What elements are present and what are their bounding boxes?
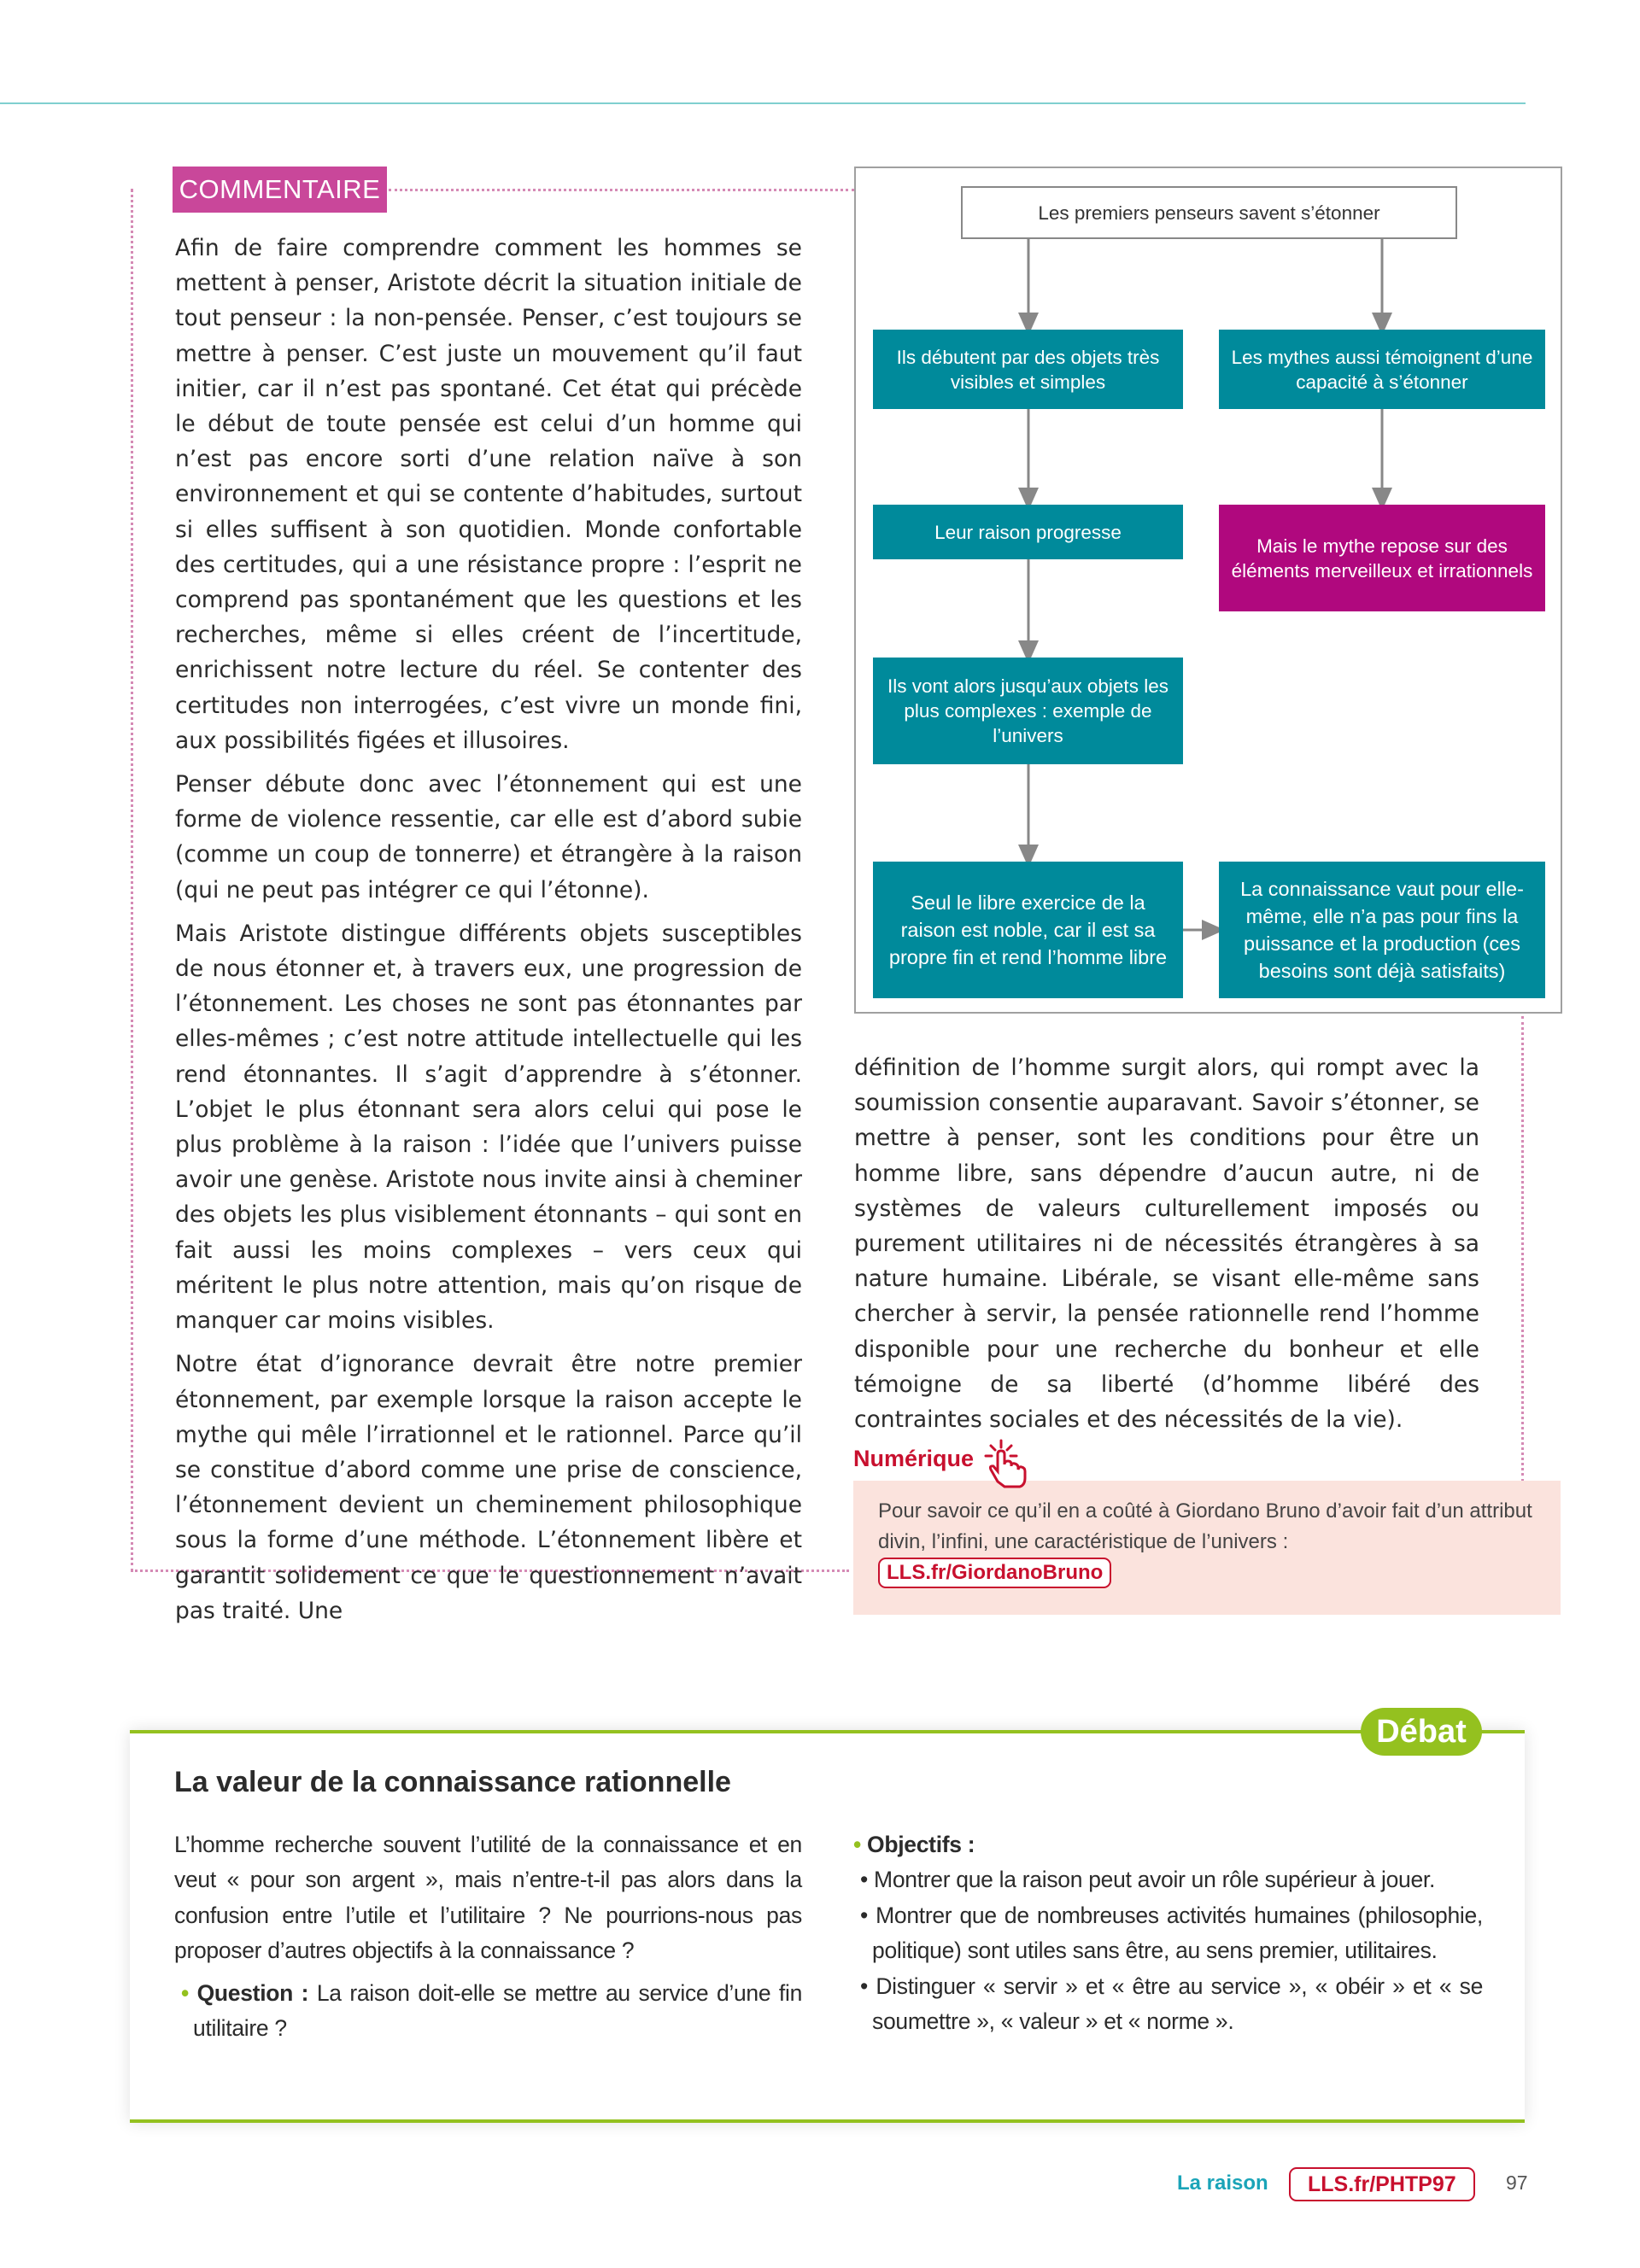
debat-intro: L’homme recherche souvent l’utilité de la connaissance et en veut « pour son argent », mais n’entre-t-il pas alors dans la confusion entre l’utile et l’utilitaire ? Ne pourrions-nous pas proposer d’autres objectifs à la connaissance ?	[174, 1832, 802, 1964]
bullet-icon: •	[181, 1979, 197, 2006]
bullet-icon: •	[853, 1832, 868, 1857]
diagram-node-left-4: Seul le libre exercice de la raison est noble, car il est sa propre fin et rend l’homme libre	[873, 862, 1183, 998]
debat-right-column	[853, 1827, 1483, 2039]
objectif-item: • Montrer que de nombreuses activités humaines (philosophie, politique) sont utiles sans être, au sens premier, utilitaires.	[860, 1902, 1483, 1964]
diagram-node-right-2: Mais le mythe repose sur des éléments merveilleux et irrationnels	[1219, 505, 1545, 611]
objectif-text: Montrer que de nombreuses activités humaines (philosophie, politique) sont utiles sans être, au sens premier, utilitaires.	[872, 1902, 1483, 1964]
debat-question	[174, 1976, 802, 2047]
objectifs-heading	[853, 1827, 1483, 1862]
diagram-node-right-1: Les mythes aussi témoignent d’une capacité à s’étonner	[1219, 330, 1545, 409]
diagram-root-node: Les premiers penseurs savent s’étonner	[961, 186, 1457, 239]
header-rule	[0, 102, 1526, 104]
debat-badge: Débat	[1361, 1708, 1482, 1756]
diagram-node-left-2: Leur raison progresse	[873, 505, 1183, 559]
debat-left-column	[174, 1827, 802, 2046]
objectif-item: • Montrer que la raison peut avoir un rôle supérieur à jouer.	[860, 1867, 1436, 1893]
footer-section-title: La raison	[1177, 2172, 1268, 2195]
diagram-node-right-3: La connaissance vaut pour elle-même, elle n’a pas pour fins la puissance et la production (ces besoins sont déjà satisfaits)	[1219, 862, 1545, 998]
numerique-label: Numérique	[853, 1446, 975, 1471]
objectif-text: Montrer que la raison peut avoir un rôle supérieur à jouer.	[874, 1867, 1436, 1893]
objectif-text: Distinguer « servir » et « être au service », « obéir » et « se soumettre », « valeur » et « norme ».	[872, 1973, 1484, 2035]
debat-title: La valeur de la connaissance rationnelle	[174, 1766, 731, 1798]
objectif-item: • Distinguer « servir » et « être au service », « obéir » et « se soumettre », « valeur » et « norme ».	[860, 1973, 1484, 2035]
paragraph: Notre état d’ignorance devrait être notre premier étonnement, par exemple lorsque la raison accepte le mythe qui mêle l’irrationnel et le rationnel. Parce qu’il se constitue d’abord comme une prise de conscience, l’étonnement devient un cheminement philosophique sous la forme d’une méthode. L’étonnement libère et garantit solidement ce que le questionnement n’avait pas traité. Une	[175, 1351, 802, 1624]
giordano-bruno-link[interactable]: LLS.fr/GiordanoBruno	[878, 1558, 1111, 1588]
footer-link[interactable]: LLS.fr/PHTP97	[1289, 2167, 1475, 2201]
numerique-description: Pour savoir ce qu’il en a coûté à Giordano Bruno d’avoir fait d’un attribut divin, l’infini, une caractéristique de l’univers :	[878, 1499, 1532, 1553]
paragraph: Mais Aristote distingue différents objets susceptibles de nous étonner et, à travers eux, une progression de l’étonnement. Les choses ne sont pas étonnantes par elles-mêmes ; c’est notre attitude intellectuelle qui les rend étonnantes. Il s’agit d’apprendre à s’étonner. L’objet le plus étonnant sera alors celui qui pose le plus problème à la raison : l’idée que l’univers puisse avoir une genèse. Aristote nous invite ainsi à cheminer des objets les plus visiblement étonnants – qui sont en fait aussi les moins complexes – vers ceux qui méritent le plus notre attention, mais qu’on risque de manquer car moins visibles.	[175, 920, 802, 1335]
commentaire-left-column	[175, 231, 802, 1637]
concept-diagram	[854, 167, 1562, 1014]
paragraph: Penser débute donc avec l’étonnement qui est une forme de violence ressentie, car elle est d’abord subie (comme un coup de tonnerre) et étrangère à la raison (qui ne peut pas intégrer ce qui l’étonne).	[175, 771, 802, 903]
pointing-hand-click-icon	[982, 1439, 1034, 1492]
commentaire-label: COMMENTAIRE	[173, 167, 387, 213]
commentaire-frame-right	[1521, 1016, 1524, 1482]
paragraph: Afin de faire comprendre comment les hommes se mettent à penser, Aristote décrit la situation initiale de tout penseur : la non-pensée. Penser, c’est toujours se mettre à penser. C’est juste un mouvement qu’il faut initier, car il n’est pas spontané. Cet état qui précède le début de toute pensée est celui d’un homme qui n’est pas encore sorti d’une relation naïve à son environnement et qui se contente d’habitudes, surtout si elles suffisent à son quotidien. Monde confortable des certitudes, qui a une résistance propre : l’esprit ne comprend pas spontanément que les questions et les recherches, même si elles créent de l’incertitude, enrichissent notre lecture du réel. Se contenter des certitudes non interrogées, c’est vivre un monde fini, aux possibilités figées et illusoires.	[175, 235, 802, 754]
question-label: Question :	[196, 1979, 309, 2006]
paragraph: définition de l’homme surgit alors, qui rompt avec la soumission consentie auparavant. Savoir s’étonner, se mettre à penser, sont les conditions pour être un homme libre, sans dépendre d’aucun autre, ni de systèmes de valeurs culturellement imposés ou purement utilitaires ni de nécessités étrangères à sa nature humaine. Libérale, se visant elle-même sans chercher à servir, la pensée rationnelle rend l’homme disponible pour une recherche du bonheur et elle témoigne de sa liberté (d’homme libéré des contraintes sociales et des nécessités de la vie).	[854, 1055, 1479, 1434]
numerique-text	[878, 1496, 1544, 1588]
diagram-node-left-1: Ils débutent par des objets très visibles et simples	[873, 330, 1183, 409]
question-text: La raison doit-elle se mettre au service d’une fin utilitaire ?	[193, 1979, 803, 2042]
diagram-node-left-3: Ils vont alors jusqu’aux objets les plus complexes : exemple de l’univers	[873, 658, 1183, 764]
objectifs-label: Objectifs :	[867, 1832, 975, 1857]
page-number: 97	[1506, 2172, 1528, 2194]
commentaire-right-column	[854, 1050, 1479, 1446]
commentaire-frame-top	[389, 189, 854, 191]
